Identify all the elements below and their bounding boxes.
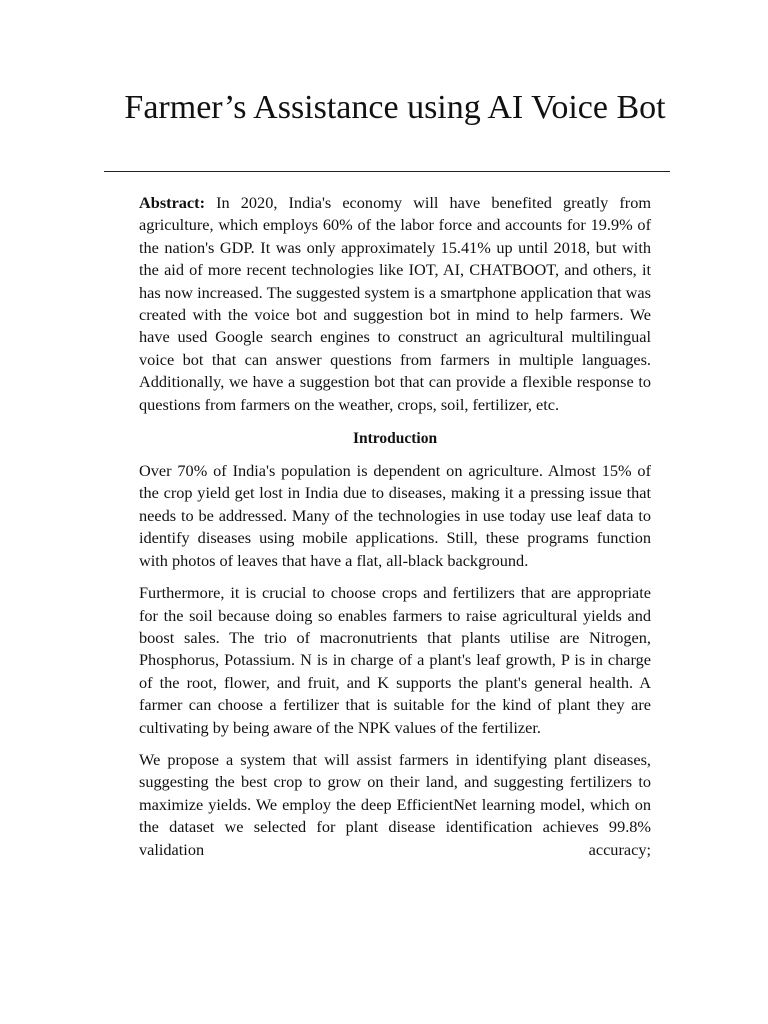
abstract-text: In 2020, India's economy will have benefited greatly from agriculture, which employs 60% of the labor force and accounts for 19.9% of the nation's GDP. It was only approximately 15.41% up until 2018, but with the aid of more recent technologies like IOT, AI, CHATBOOT, and others, it has now increased. The suggested system is a smartphone application that was created with the voice bot and suggestion bot in mind to help farmers. We have used Google search engines to construct an agricultural multilingual voice bot that can answer questions from farmers in multiple languages. Additionally, we have a suggestion bot that can provide a flexible response to questions from farmers on the weather, crops, soil, fertilizer, etc. [139,193,651,414]
paper-title: Farmer’s Assistance using AI Voice Bot [124,89,666,126]
section-heading-introduction: Introduction [352,430,438,448]
intro-paragraph-1: Over 70% of India's population is dependent on agriculture. Almost 15% of the crop yield get lost in India due to diseases, making it a pressing issue that needs to be addressed. Many of the technologies in use today use leaf data to identify diseases using mobile applications. Still, these programs function with photos of leaves that have a flat, all-black background. [139,461,651,570]
title-divider [104,171,670,172]
intro-paragraph-3: We propose a system that will assist farmers in identifying plant diseases, suggesting the best crop to grow on their land, and suggesting fertilizers to maximize yields. We employ the deep EfficientNet learning model, which on the dataset we selected for plant disease identification achieves 99.8% validation accuracy; [139,749,651,859]
abstract-paragraph [139,192,651,416]
paper-body [139,192,651,871]
abstract-label: Abstract: [139,193,206,212]
intro-paragraph-2: Furthermore, it is crucial to choose crops and fertilizers that are appropriate for the soil because doing so enables farmers to raise agricultural yields and boost sales. The trio of macronutrients that plants utilise are Nitrogen, Phosphorus, Potassium. N is in charge of a plant's leaf growth, P is in charge of the root, flower, and fruit, and K supports the plant's general health. A farmer can choose a fertilizer that is suitable for the kind of plant they are cultivating by being aware of the NPK values of the fertilizer. [139,583,651,737]
